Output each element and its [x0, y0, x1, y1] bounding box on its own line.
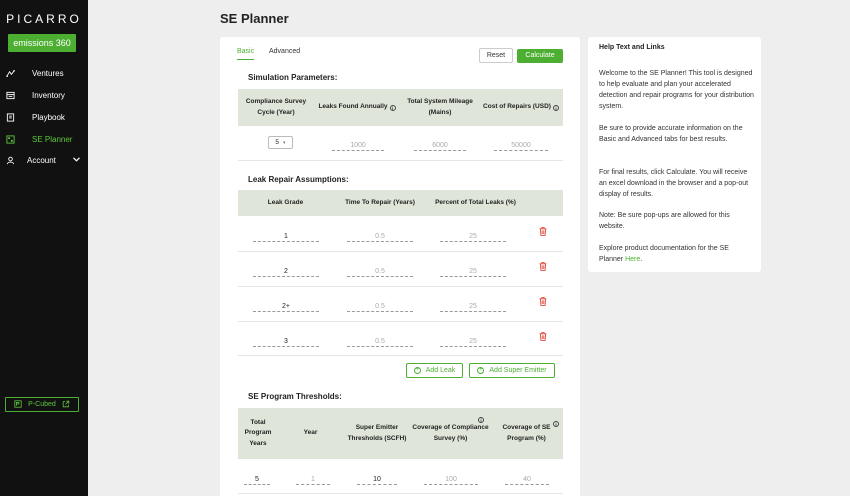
sidebar-item-account[interactable] — [0, 151, 88, 169]
system-mileage-input[interactable]: 6000 — [414, 141, 466, 151]
trash-icon[interactable] — [539, 332, 547, 341]
se-threshold-input[interactable]: 10 — [357, 475, 397, 485]
header-cost-of-repairs: Cost of Repairs (USD) i — [480, 89, 562, 126]
sidebar-item-inventory[interactable] — [0, 86, 88, 104]
add-leak-button[interactable] — [406, 363, 463, 378]
percent-leaks-input[interactable]: 25 — [440, 337, 506, 347]
percent-leaks-input[interactable]: 25 — [440, 232, 506, 242]
trash-icon[interactable] — [539, 297, 547, 306]
sidebar-item-se-planner[interactable] — [0, 130, 88, 148]
header-coverage-compliance: Coverage of Compliance Survey (%) i — [412, 418, 489, 442]
help-title: Help Text and Links — [599, 44, 665, 51]
header-total-program-years: Total Program Years — [244, 419, 272, 447]
leaks-found-input[interactable]: 1000 — [332, 141, 384, 151]
header-se-thresholds: Super Emitter Thresholds (SCFH) — [347, 424, 407, 442]
leak-grade-input[interactable]: 2+ — [253, 302, 319, 312]
se-planner-icon — [5, 134, 15, 144]
leak-repair-table-header — [238, 190, 563, 216]
user-icon — [5, 155, 15, 165]
survey-cycle-select[interactable] — [268, 136, 293, 149]
docs-link[interactable]: Here — [625, 256, 641, 263]
chevron-down-icon: ▾ — [283, 139, 286, 146]
thresholds-section-title: SE Program Thresholds: — [248, 392, 342, 401]
header-leak-grade: Leak Grade — [267, 198, 304, 206]
brand-logo: PICARRO — [6, 12, 82, 26]
sidebar-item-label: SE Planner — [32, 134, 73, 144]
simulation-table-header — [238, 89, 563, 126]
header-survey-cycle: Compliance Survey Cycle (Year) — [245, 98, 307, 116]
header-time-to-repair: Time To Repair (Years) — [345, 198, 415, 206]
divider — [238, 160, 563, 161]
add-super-emitter-label: Add Super Emitter — [489, 367, 547, 374]
sidebar-item-label: Ventures — [32, 68, 64, 78]
info-icon[interactable]: i — [553, 105, 559, 111]
playbook-icon — [5, 112, 15, 122]
active-tab-indicator — [237, 59, 254, 60]
help-paragraph: For final results, click Calculate. You will receive an excel download in the browser and a pop-out display of results. — [599, 169, 749, 198]
sidebar — [0, 0, 88, 496]
leak-grade-input[interactable]: 2 — [253, 267, 319, 277]
add-super-emitter-button[interactable] — [469, 363, 555, 378]
leak-grade-input[interactable]: 3 — [253, 337, 319, 347]
calculate-button[interactable]: Calculate — [517, 49, 563, 63]
help-docs-paragraph — [599, 243, 755, 265]
divider — [238, 251, 563, 252]
time-to-repair-input[interactable]: 0.5 — [347, 337, 413, 347]
p-cubed-logo-icon — [14, 400, 22, 410]
header-percent-total-leaks: Percent of Total Leaks (%) — [435, 198, 516, 206]
product-badge: emissions 360 — [8, 34, 76, 52]
divider — [238, 321, 563, 322]
info-icon[interactable]: i — [553, 421, 559, 427]
time-to-repair-input[interactable]: 0.5 — [347, 267, 413, 277]
leak-grade-input[interactable]: 1 — [253, 232, 319, 242]
thresholds-table-header — [238, 408, 563, 459]
header-system-mileage: Total System Mileage (Mains) — [407, 98, 473, 116]
info-icon[interactable]: i — [390, 105, 396, 111]
simulation-section-title: Simulation Parameters: — [248, 73, 338, 82]
p-cubed-button[interactable] — [5, 397, 79, 412]
header-leaks-found: Leaks Found Annually i — [318, 89, 396, 126]
trash-icon[interactable] — [539, 227, 547, 236]
help-paragraph: Be sure to provide accurate information on the Basic and Advanced tabs for best results. — [599, 125, 743, 143]
survey-cycle-value: 5 — [275, 139, 280, 146]
add-leak-label: Add Leak — [425, 367, 456, 374]
header-coverage-se-program: Coverage of SE Program (%) i — [490, 408, 563, 459]
year-input[interactable]: 1 — [296, 475, 330, 485]
total-program-years-input[interactable]: 5 — [244, 475, 270, 485]
header-year: Year — [303, 429, 318, 437]
sidebar-item-label: Playbook — [32, 112, 65, 122]
divider — [238, 355, 563, 356]
coverage-se-program-input[interactable]: 40 — [505, 475, 549, 485]
help-paragraph: Note: Be sure pop-ups are allowed for this website. — [599, 212, 730, 230]
time-to-repair-input[interactable]: 0.5 — [347, 232, 413, 242]
divider — [238, 286, 563, 287]
percent-leaks-input[interactable]: 25 — [440, 302, 506, 312]
plus-circle-icon: + — [415, 367, 419, 373]
sidebar-item-ventures[interactable] — [0, 64, 88, 82]
help-panel — [588, 37, 761, 272]
tab-basic[interactable]: Basic — [237, 48, 255, 55]
external-link-icon — [62, 400, 70, 410]
coverage-compliance-input[interactable]: 100 — [424, 475, 478, 485]
leak-repair-section-title: Leak Repair Assumptions: — [248, 175, 349, 184]
page-title: SE Planner — [220, 11, 289, 26]
time-to-repair-input[interactable]: 0.5 — [347, 302, 413, 312]
ventures-icon — [5, 68, 15, 78]
sidebar-item-playbook[interactable] — [0, 108, 88, 126]
planner-card — [220, 37, 580, 496]
sidebar-item-label: Account — [27, 155, 56, 165]
sidebar-item-label: Inventory — [32, 90, 65, 100]
p-cubed-label: P-Cubed — [28, 401, 56, 408]
help-paragraph: Welcome to the SE Planner! This tool is designed to help evaluate and plan your accelerated detection and repair programs for your distribution system. — [599, 70, 754, 110]
divider — [238, 493, 563, 494]
cost-of-repairs-input[interactable]: 50000 — [494, 141, 548, 151]
chevron-down-icon — [73, 157, 80, 164]
reset-button[interactable]: Reset — [479, 48, 513, 63]
plus-circle-icon: + — [479, 367, 483, 373]
help-docs-text: Explore product documentation for the SE Planner — [599, 245, 729, 263]
info-icon[interactable]: i — [478, 417, 484, 423]
trash-icon[interactable] — [539, 262, 547, 271]
help-docs-end: . — [640, 256, 643, 263]
tab-advanced[interactable]: Advanced — [269, 48, 301, 55]
percent-leaks-input[interactable]: 25 — [440, 267, 506, 277]
inventory-icon — [5, 90, 15, 100]
